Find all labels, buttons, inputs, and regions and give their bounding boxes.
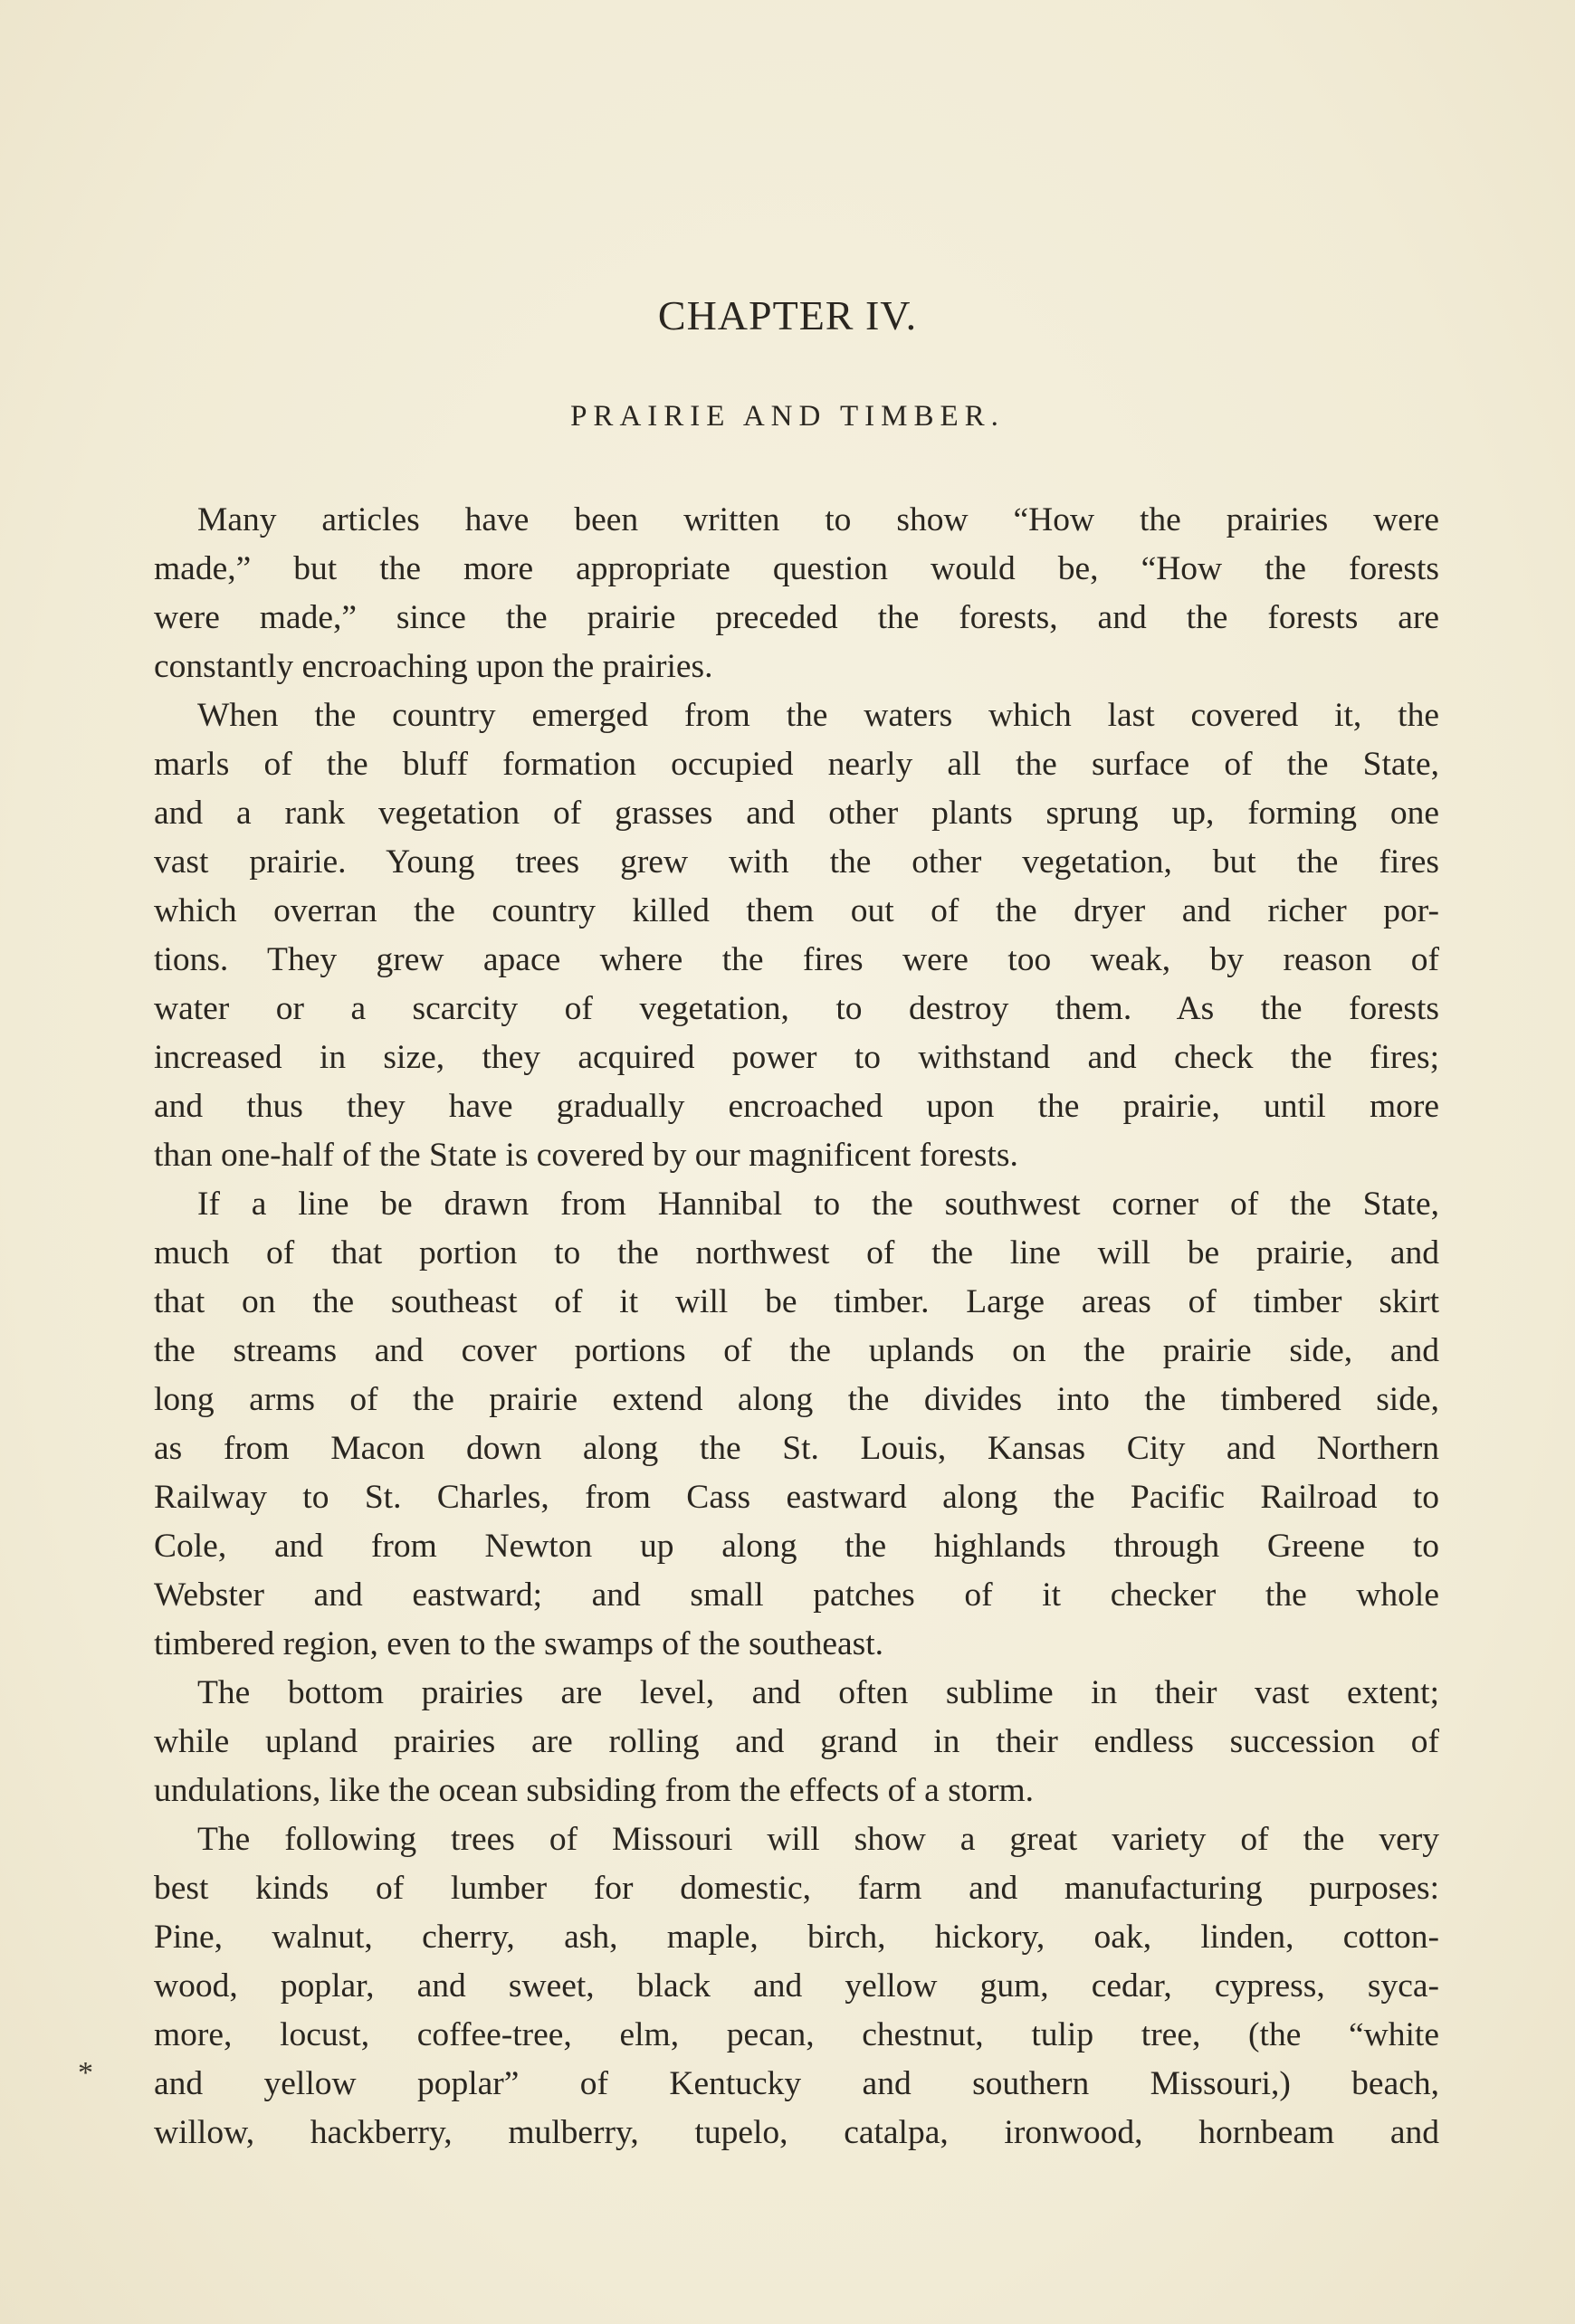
text-line: Pine, walnut, cherry, ash, maple, birch, hickory, oak, linden, cotton-: [154, 1919, 1439, 1956]
text-line: best kinds of lumber for domestic, farm and manufacturing purposes:: [154, 1870, 1439, 1907]
text-line: Webster and eastward; and small patches of it checker the whole: [154, 1576, 1439, 1614]
text-line: marls of the bluff formation occupied nearly all the surface of the State,: [154, 746, 1439, 783]
text-line: timbered region, even to the swamps of the southeast.: [154, 1625, 884, 1662]
text-line: increased in size, they acquired power to withstand and check the fires;: [154, 1039, 1439, 1076]
text-line: When the country emerged from the waters which last covered it, the: [197, 697, 1439, 734]
text-line: while upland prairies are rolling and grand in their endless succession of: [154, 1723, 1439, 1760]
text-line: willow, hackberry, mulberry, tupelo, catalpa, ironwood, hornbeam and: [154, 2114, 1439, 2151]
text-line: The following trees of Missouri will show a great variety of the very: [197, 1821, 1439, 1858]
text-line: and thus they have gradually encroached upon the prairie, until more: [154, 1088, 1439, 1125]
text-line: If a line be drawn from Hannibal to the southwest corner of the State,: [197, 1186, 1439, 1223]
margin-asterisk: *: [78, 2056, 93, 2090]
chapter-title: CHAPTER IV.: [657, 292, 918, 338]
body-text: [154, 496, 1439, 2157]
text-line: and yellow poplar” of Kentucky and southern Missouri,) beach,: [154, 2065, 1439, 2102]
text-line: more, locust, coffee-tree, elm, pecan, chestnut, tulip tree, (the “white: [154, 2016, 1439, 2053]
text-line: Railway to St. Charles, from Cass eastward along the Pacific Railroad to: [154, 1479, 1439, 1516]
text-line: Cole, and from Newton up along the highlands through Greene to: [154, 1528, 1439, 1565]
text-line: much of that portion to the northwest of the line will be prairie, and: [154, 1234, 1439, 1272]
text-line: which overran the country killed them out of the dryer and richer por-: [154, 892, 1439, 929]
text-line: than one-half of the State is covered by our magnificent forests.: [154, 1137, 1018, 1174]
text-line: constantly encroaching upon the prairies.: [154, 648, 713, 685]
text-line: Many articles have been written to show “How the prairies were: [197, 501, 1439, 538]
text-line: The bottom prairies are level, and often sublime in their vast extent;: [197, 1674, 1439, 1711]
text-line: long arms of the prairie extend along the divides into the timbered side,: [154, 1381, 1439, 1418]
text-line: vast prairie. Young trees grew with the other vegetation, but the fires: [154, 843, 1439, 881]
text-line: and a rank vegetation of grasses and other plants sprung up, forming one: [154, 795, 1439, 832]
section-title: PRAIRIE AND TIMBER.: [570, 400, 1005, 433]
text-line: made,” but the more appropriate question would be, “How the forests: [154, 550, 1439, 587]
text-line: were made,” since the prairie preceded the forests, and the forests are: [154, 599, 1439, 636]
text-line: water or a scarcity of vegetation, to destroy them. As the forests: [154, 990, 1439, 1027]
text-line: that on the southeast of it will be timber. Large areas of timber skirt: [154, 1283, 1439, 1320]
text-line: the streams and cover portions of the uplands on the prairie side, and: [154, 1332, 1439, 1369]
text-line: tions. They grew apace where the fires were too weak, by reason of: [154, 941, 1439, 978]
text-line: undulations, like the ocean subsiding from the effects of a storm.: [154, 1772, 1034, 1809]
text-line: as from Macon down along the St. Louis, Kansas City and Northern: [154, 1430, 1439, 1467]
text-line: wood, poplar, and sweet, black and yellow gum, cedar, cypress, syca-: [154, 1967, 1439, 2005]
